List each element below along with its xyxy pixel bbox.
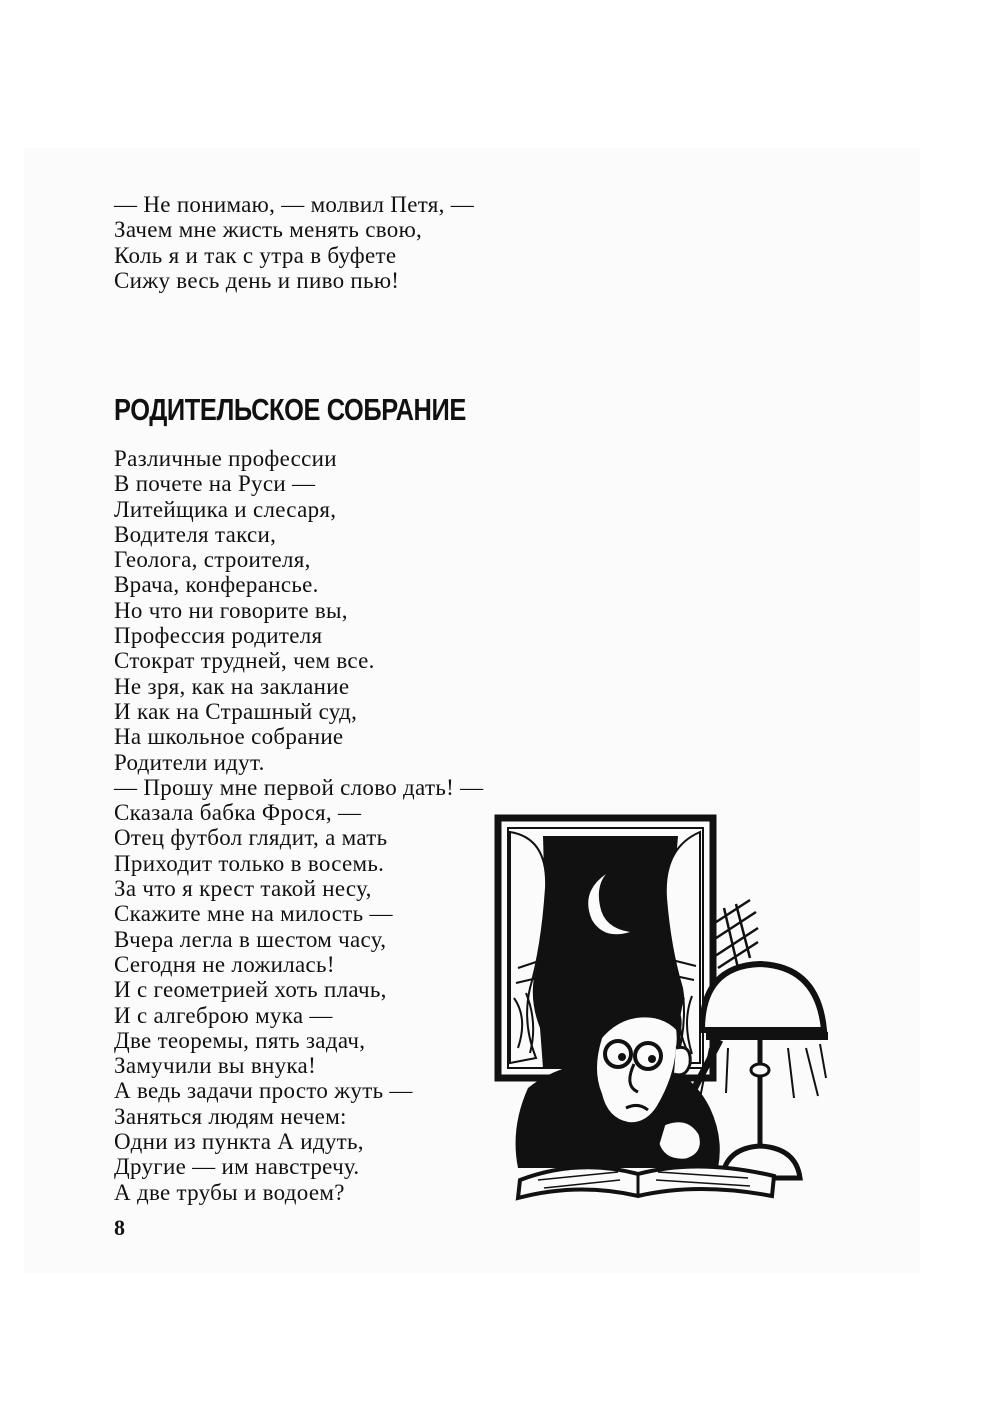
boy-hand [658, 1121, 701, 1161]
poem-line: Сказала бабка Фрося, — [114, 800, 362, 826]
poem-line: А две трубы и водоем? [114, 1179, 345, 1205]
poem-line: В почете на Руси — [114, 471, 316, 497]
poem-title: РОДИТЕЛЬСКОЕ СОБРАНИЕ [114, 392, 466, 427]
poem-line: На школьное собрание [114, 724, 344, 750]
poem-line: Приходит только в восемь. [114, 850, 385, 876]
poem-line: И с алгеброю мука — [114, 1002, 333, 1028]
poem-body [114, 446, 483, 1205]
poem-line: Отец футбол глядит, а мать [114, 825, 388, 851]
poem-line: Сегодня не ложилась! [114, 951, 335, 977]
intro-stanza [114, 192, 474, 293]
poem-line: Коль я и так с утра в буфете [114, 242, 397, 268]
eye-right [648, 1055, 656, 1063]
poem-line: Одни из пункта А идуть, [114, 1129, 364, 1155]
poem-line: И с геометрией хоть плачь, [114, 977, 387, 1003]
poem-line: — Прошу мне первой слово дать! — [114, 774, 484, 800]
open-book-icon [518, 1166, 774, 1198]
poem-line: За что я крест такой несу, [114, 876, 372, 902]
poem-line: Зачем мне жисть менять свою, [114, 217, 423, 243]
poem-line: Водителя такси, [114, 521, 277, 547]
poem-line: Замучили вы внука! [114, 1053, 317, 1079]
lamp-joint [751, 1064, 769, 1076]
page-number: 8 [114, 1215, 125, 1240]
poem-line: — Не понимаю, — молвил Петя, — [114, 192, 475, 217]
poem-line: Врача, конферансье. [114, 572, 319, 598]
poem-line: Родители идут. [114, 749, 265, 775]
poem-line: Скажите мне на милость — [114, 901, 393, 927]
poem-line: Геолога, строителя, [114, 547, 311, 573]
poem-line: А ведь задачи просто жуть — [114, 1078, 413, 1104]
poem-line: Различные профессии [114, 446, 337, 471]
boy-ear [674, 1047, 690, 1075]
eye-left [618, 1053, 626, 1061]
wall-hatching [710, 900, 758, 968]
poem-line: Профессия родителя [114, 623, 323, 649]
poem-line: Другие — им навстречу. [114, 1154, 360, 1180]
poem-line: Вчера легла в шестом часу, [114, 926, 387, 952]
poem-line: Две теоремы, пять задач, [114, 1027, 366, 1053]
poem-line: Заняться людям нечем: [114, 1103, 347, 1129]
poem-line: Сижу весь день и пиво пью! [114, 267, 400, 293]
poem-line: Литейщика и слесаря, [114, 496, 337, 522]
poem-line: Не зря, как на заклание [114, 673, 350, 699]
poem-line: Стократ трудней, чем все. [114, 648, 375, 674]
lamp-shade [702, 964, 824, 1030]
glasses-right-icon [635, 1043, 661, 1069]
illustration-boy-studying-at-night [488, 808, 828, 1208]
poem-line: И как на Страшный суд, [114, 698, 358, 724]
poem-line: Но что ни говорите вы, [114, 597, 348, 623]
glasses-left-icon [605, 1041, 631, 1067]
